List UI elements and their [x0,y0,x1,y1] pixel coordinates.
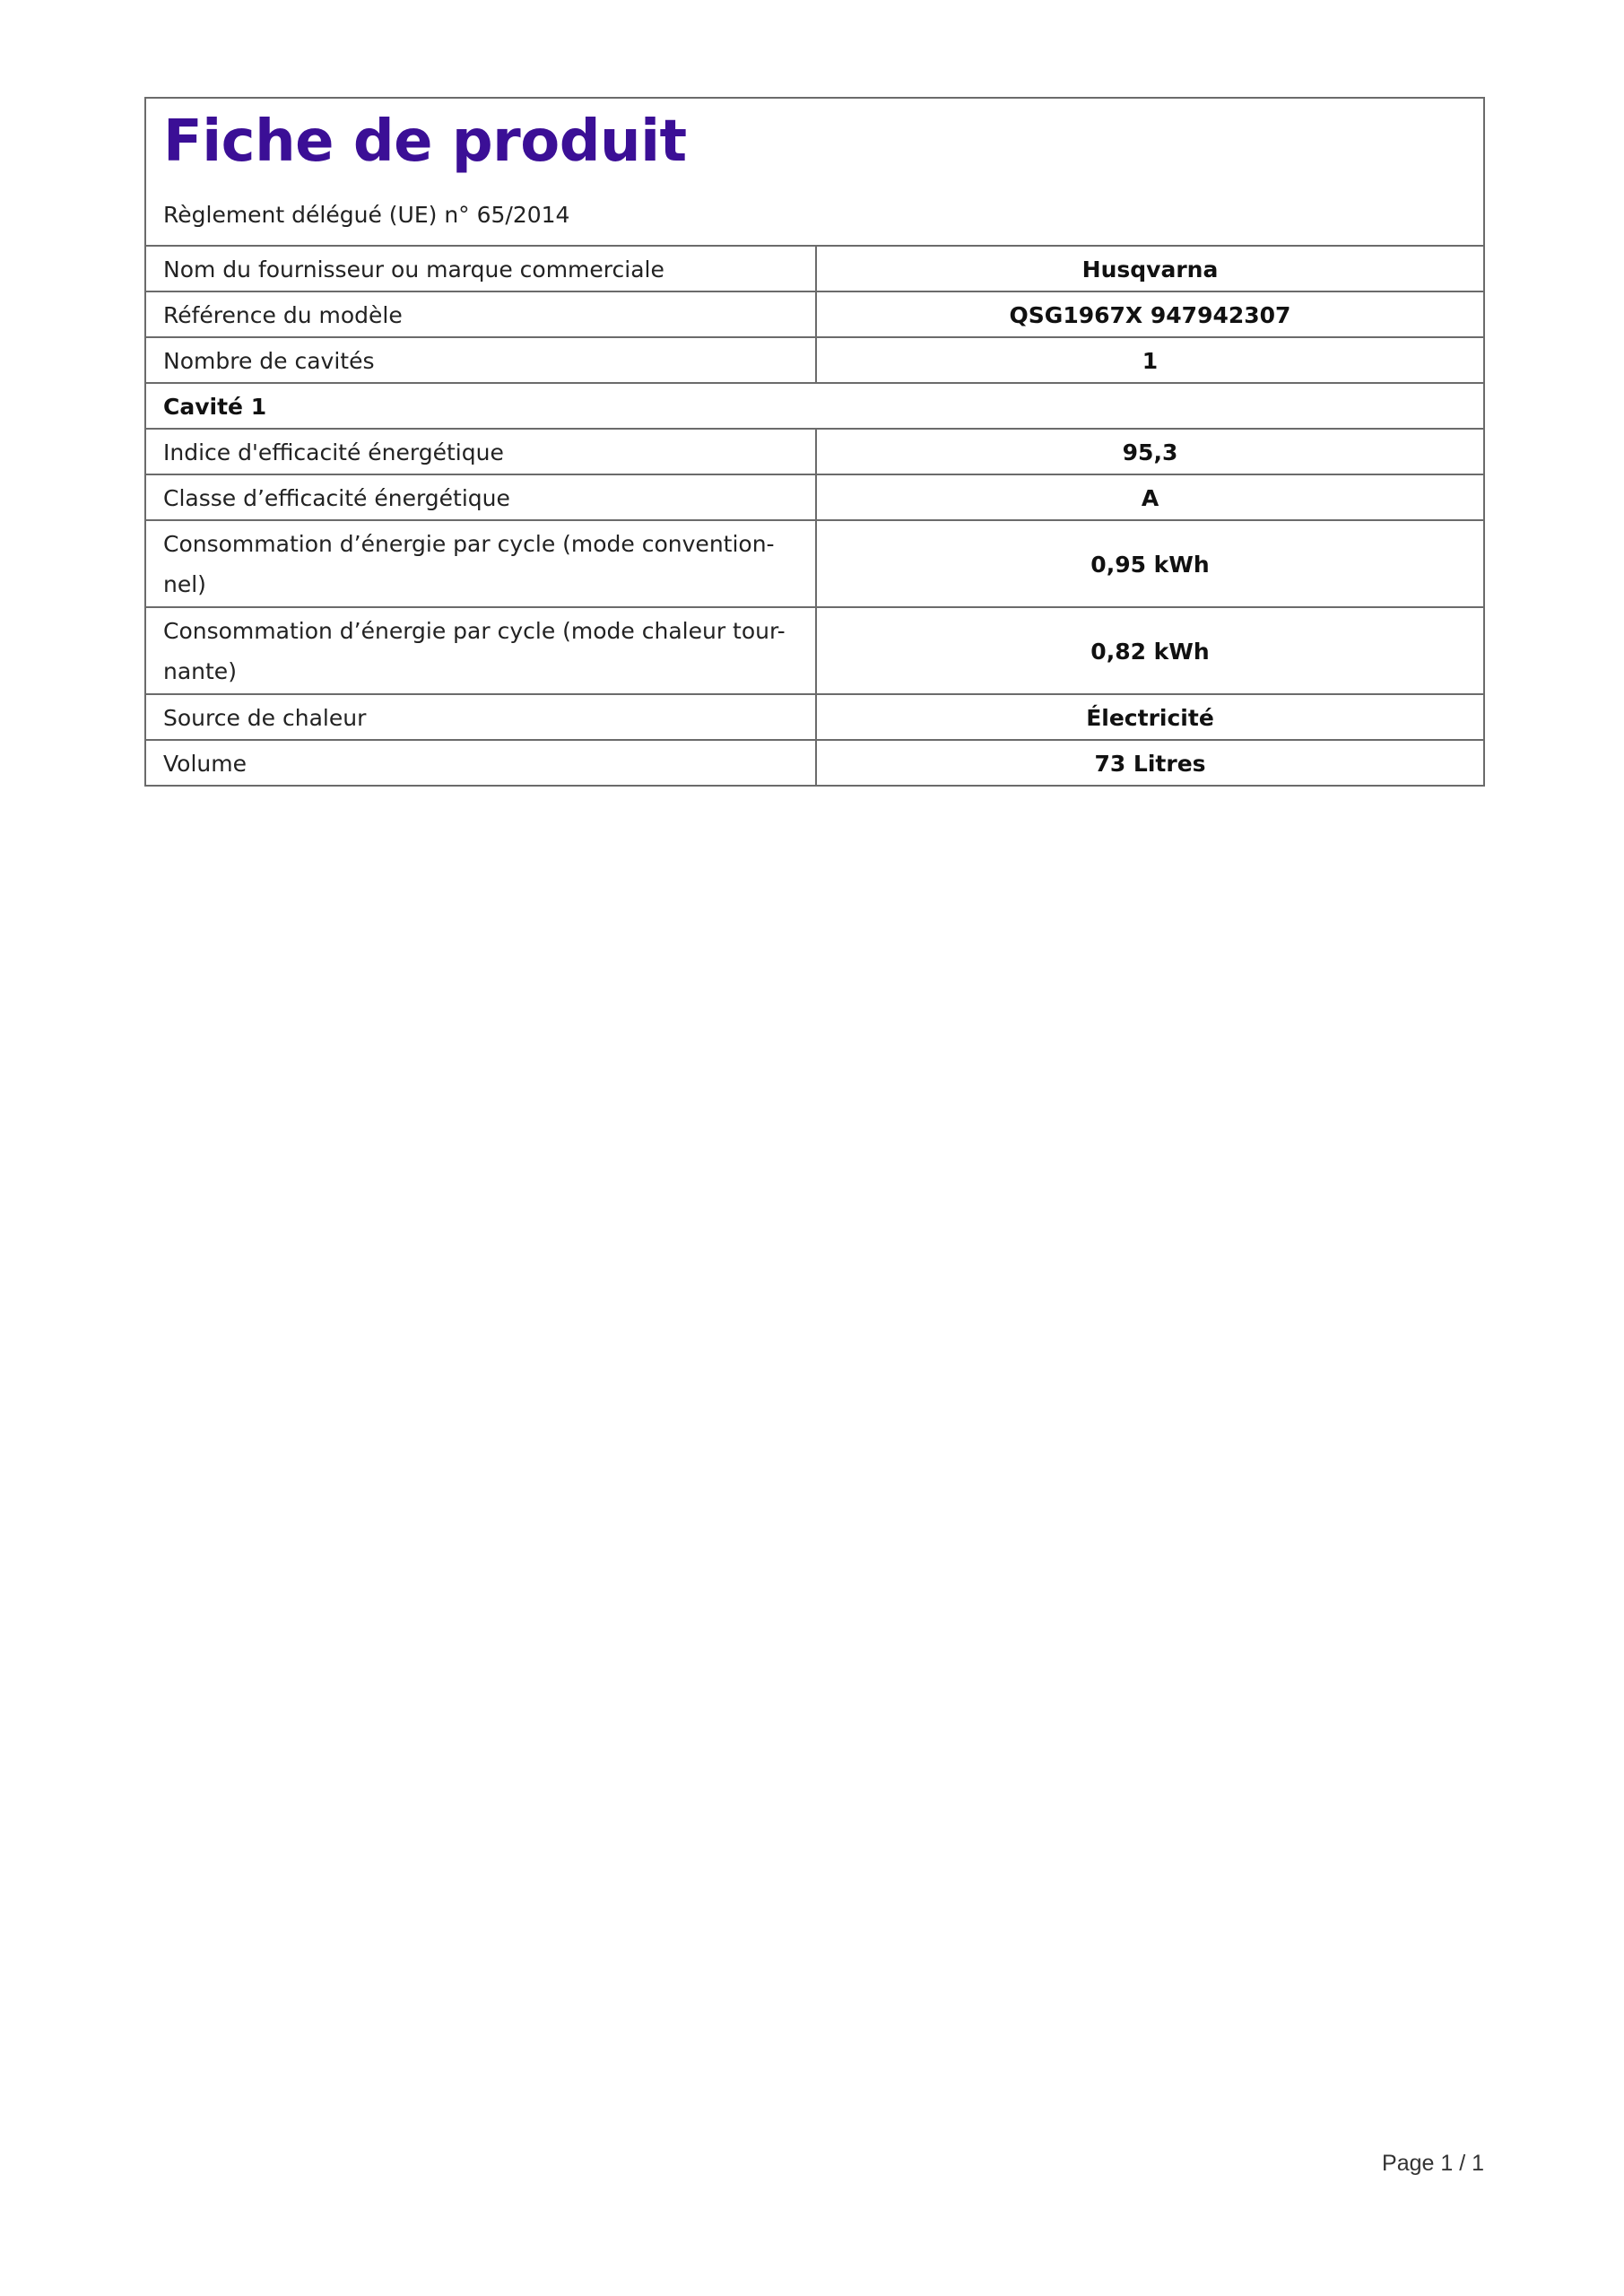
row-label: Volume [146,740,816,785]
row-label [146,607,816,694]
row-label: Classe d’efficacité énergétique [146,474,816,520]
row-label-line: Consommation d’énergie par cycle (mode convention- [163,531,775,557]
table-row [146,607,1483,694]
table-row [146,474,1483,520]
row-value: Husqvarna [816,247,1483,291]
table-row [146,740,1483,785]
table-row [146,520,1483,607]
row-label-line: Consommation d’énergie par cycle (mode chaleur tour- [163,618,786,644]
product-info-table [146,247,1483,785]
row-value: QSG1967X 947942307 [816,291,1483,337]
row-label [146,520,816,607]
row-value: 0,82 kWh [816,607,1483,694]
sheet-header [146,99,1483,247]
row-label-line: nel) [163,571,206,597]
row-value: A [816,474,1483,520]
row-value: Électricité [816,694,1483,740]
row-label: Nom du fournisseur ou marque commerciale [163,257,664,283]
section-row [146,383,1483,429]
table-row [146,429,1483,474]
table-row [146,337,1483,383]
regulation-reference: Règlement délégué (UE) n° 65/2014 [163,202,570,228]
row-label: Référence du modèle [146,291,816,337]
row-label: Indice d'efficacité énergétique [146,429,816,474]
row-value: 73 Litres [816,740,1483,785]
row-value: 1 [816,337,1483,383]
page-title: Fiche de produit [163,109,687,175]
page-number: Page 1 / 1 [1382,2151,1484,2176]
row-label-line: nante) [163,658,237,684]
row-value: 95,3 [816,429,1483,474]
table-row [146,694,1483,740]
section-heading: Cavité 1 [146,383,1483,429]
table-row [146,247,1483,291]
row-label: Nombre de cavités [146,337,816,383]
table-row [146,291,1483,337]
row-value: 0,95 kWh [816,520,1483,607]
product-sheet [144,97,1485,787]
row-label: Source de chaleur [146,694,816,740]
